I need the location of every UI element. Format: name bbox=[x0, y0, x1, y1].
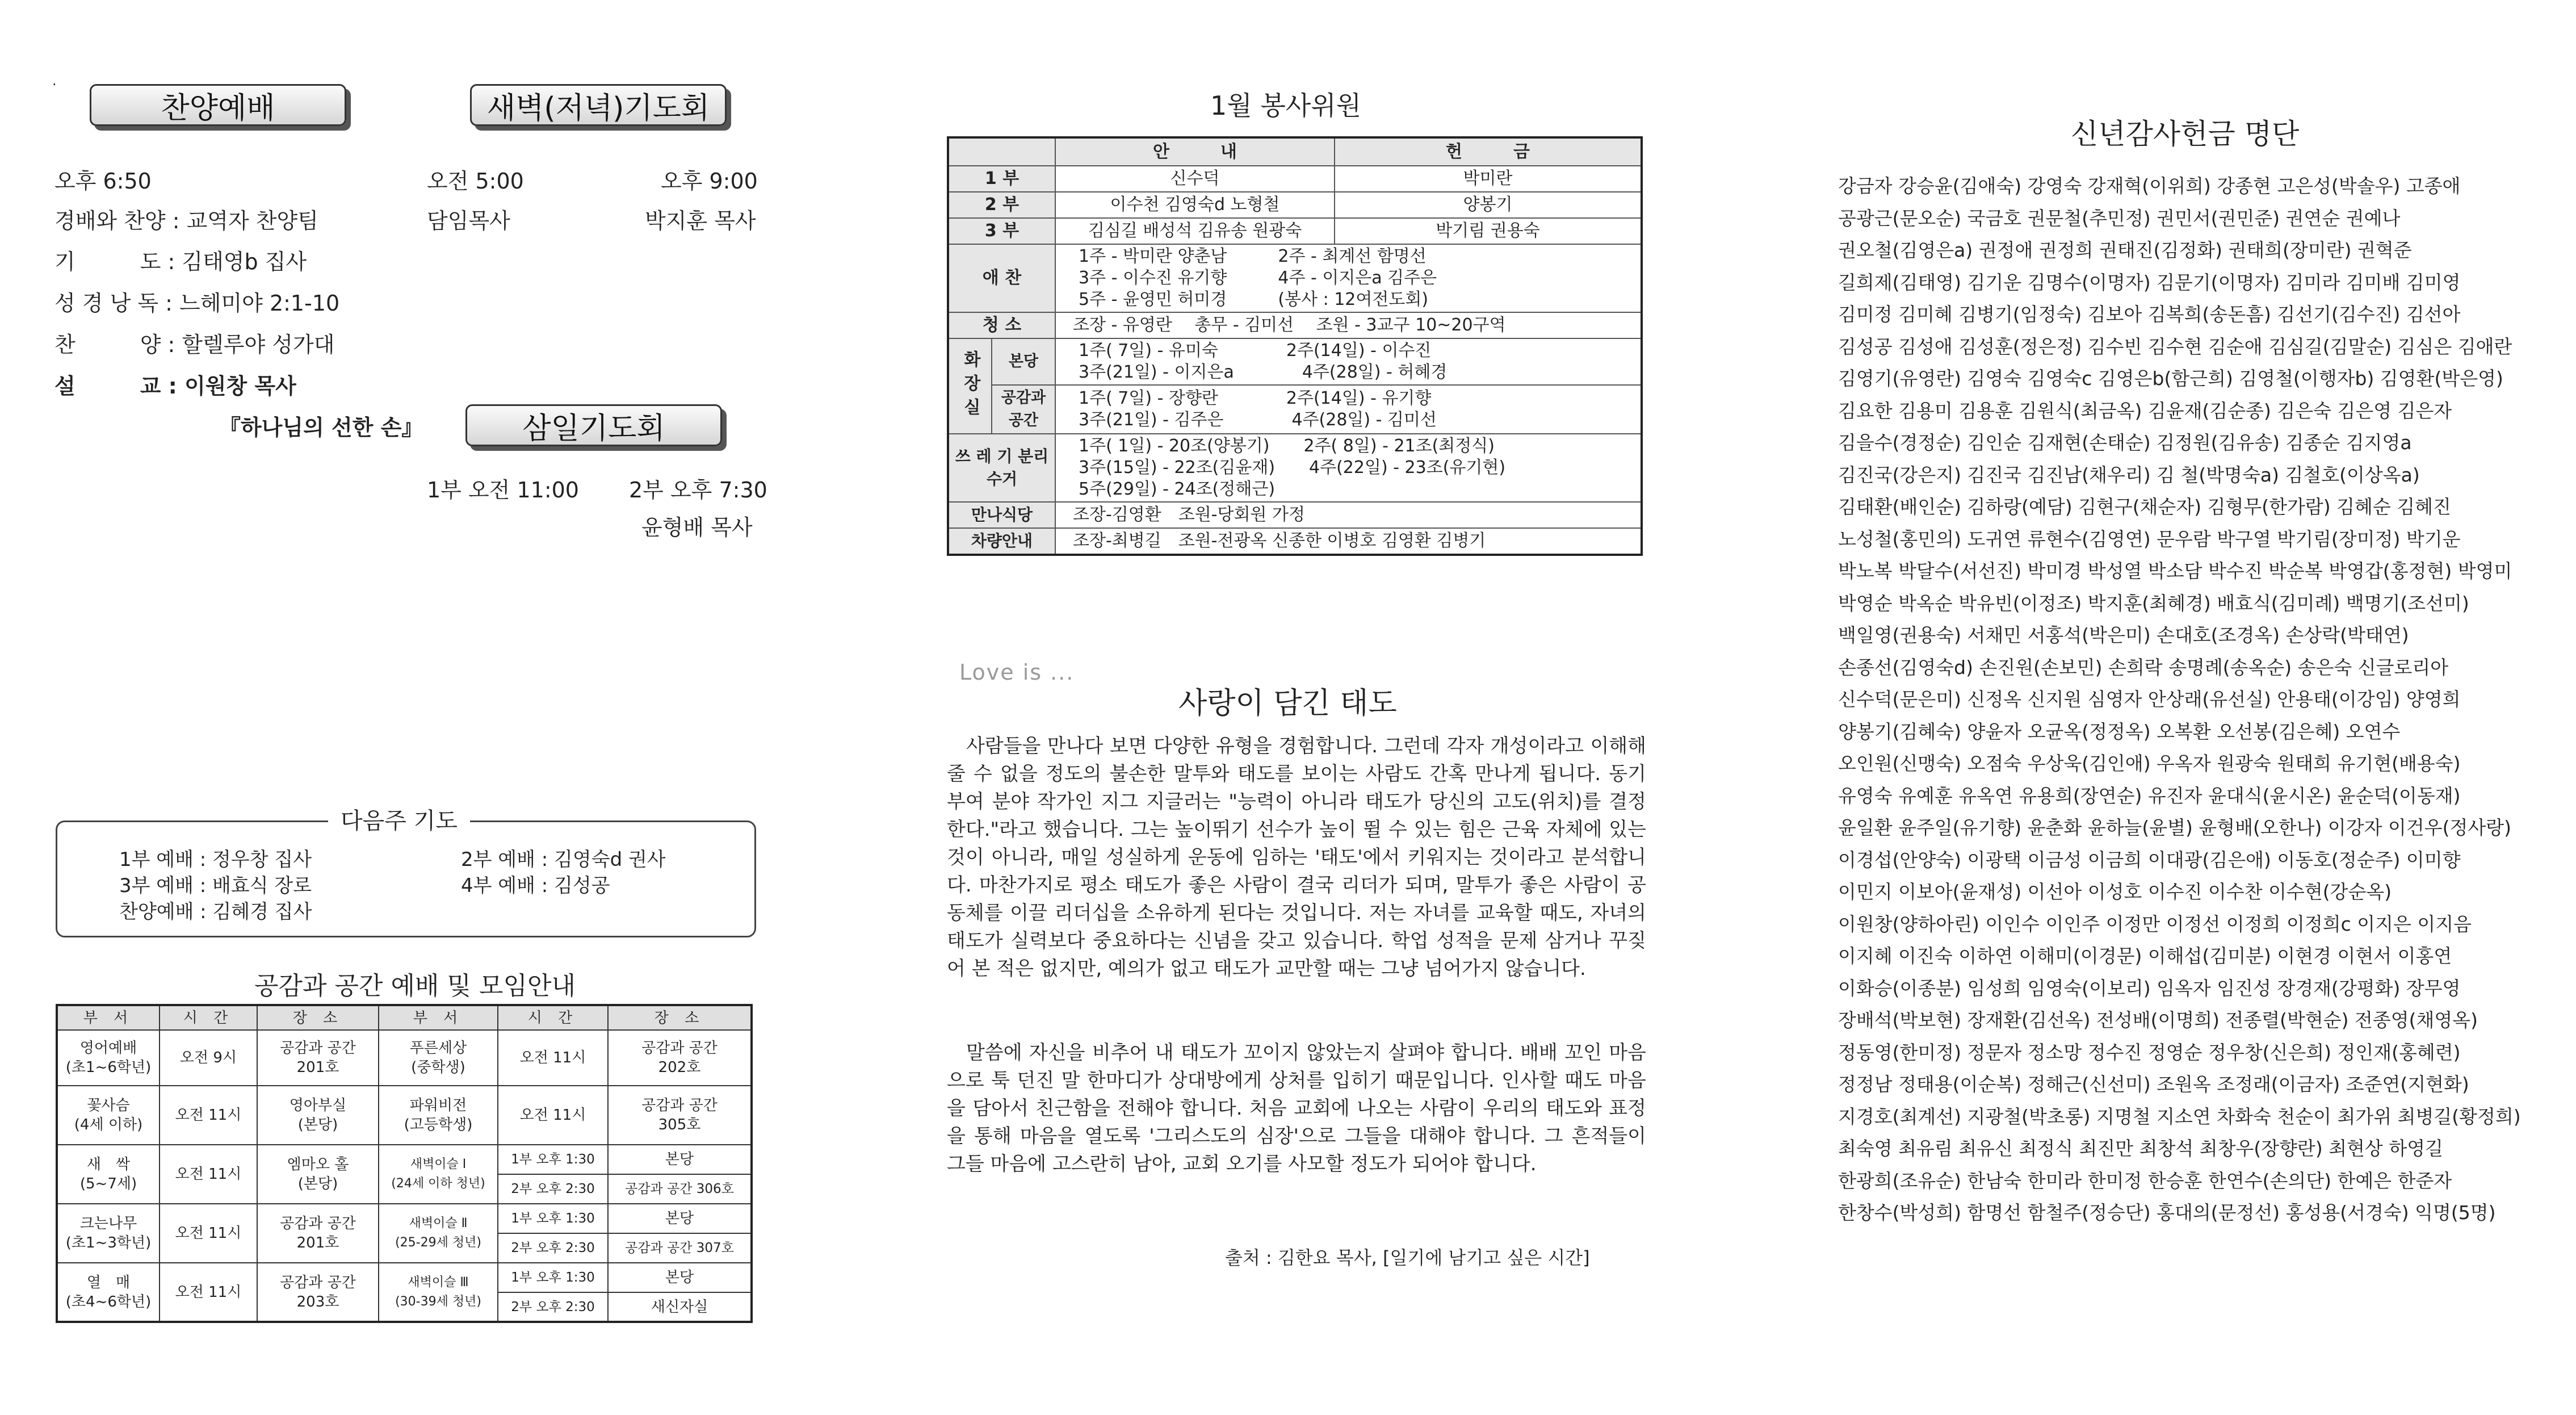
service-trash-lines bbox=[1055, 434, 1642, 502]
meeting-place: 공감과 공간 201호 bbox=[257, 1030, 379, 1086]
service-table bbox=[947, 136, 1643, 556]
meeting-dept: 새벽이슬 Ⅰ (24세 이하 청년) bbox=[379, 1145, 498, 1204]
service-guide: 김심길 배성석 김유송 원광숙 bbox=[1055, 218, 1335, 244]
thanks-name-line: 김요한 김용미 김용훈 김원식(최금옥) 김윤재(김순종) 김은숙 김은영 김은자 bbox=[1838, 399, 2452, 422]
meeting-time: 2부 오후 2:30 bbox=[498, 1174, 608, 1204]
thanks-name-line: 이경섭(안양숙) 이광택 이금성 이금희 이대광(김은애) 이동호(정순주) 이미향 bbox=[1838, 848, 2461, 871]
service-line: 3주 - 이수진 유기향 4주 - 이지은a 김주은 bbox=[1079, 268, 1437, 288]
wed-time-1: 1부 오전 11:00 bbox=[427, 478, 579, 503]
dawn-title bbox=[470, 84, 727, 126]
service-line: 5주(29일) - 24조(정해근) bbox=[1079, 479, 1276, 499]
meeting-time: 오전 11시 bbox=[160, 1204, 257, 1263]
service-row-2 bbox=[948, 192, 1642, 218]
service-sublabel: 본당 bbox=[992, 338, 1055, 385]
service-col-guide: 안 내 bbox=[1055, 137, 1335, 166]
service-label: 만나식당 bbox=[948, 502, 1055, 528]
meeting-dept: 새 싹 (5~7세) bbox=[57, 1145, 160, 1204]
essay-paragraph-1: 사람들을 만나다 보면 다양한 유형을 경험합니다. 그런데 각자 개성이라고 이해해 줄 수 없을 정도의 불손한 말투와 태도를 보이는 사람도 간혹 만나게 됩니다. 동기 부여 분야 작가인 지그 지글러는 "능력이 아니라 태도가 당신의 고도(위치)를 결정한다."라고 했습니다. 그는 높이뛰기 선수가 높이 뛸 수 있는 힘은 근육 자체에 있는 것이 아니라, 매일 성실하게 운동에 임하는 '태도'에서 키워지는 것이라고 분석합니다. 마찬가지로 평소 태도가 좋은 사람이 결국 리더가 되며, 말투가 좋은 사람이 공동체를 이끌 리더십을 소유하게 된다는 것입니다. 저는 자녀를 교육할 때도, 자녀의 태도가 실력보다 중요하다는 신념을 갖고 있습니다. 학업 성적을 문제 삼거나 꾸짖어 본 적은 없지만, 예의가 없고 태도가 교만할 때는 그냥 넘어가지 않습니다. bbox=[947, 735, 1646, 980]
service-flower-lines-2 bbox=[1055, 385, 1642, 434]
service-label: 애 찬 bbox=[948, 244, 1055, 312]
meeting-place: 본당 bbox=[608, 1204, 752, 1233]
thanks-name-line: 한광희(조유순) 한남숙 한미라 한미정 한승훈 한연수(손의단) 한예은 한준자 bbox=[1838, 1169, 2452, 1192]
praise-title bbox=[90, 84, 346, 126]
essay-title: 사랑이 담긴 태도 bbox=[1178, 686, 1397, 721]
next-prayer-item-2: 2부 예배 : 김영숙d 권사 bbox=[461, 848, 666, 871]
wed-time-2: 2부 오후 7:30 bbox=[629, 478, 767, 503]
meeting-place: 공감과 공간 307호 bbox=[608, 1233, 752, 1263]
service-line: 1주( 7일) - 유미숙 2주(14일) - 이수진 bbox=[1079, 341, 1432, 361]
praise-row-4: 찬 양 : 할렐루야 성가대 bbox=[54, 332, 335, 357]
service-label: 3 부 bbox=[948, 218, 1055, 244]
thanks-name-line: 유영숙 유예훈 유옥연 유용희(장연순) 유진자 윤대식(윤시온) 윤순덕(이동재) bbox=[1838, 784, 2461, 807]
meeting-dept: 푸른세상 (중학생) bbox=[379, 1030, 498, 1086]
service-line: 1주 - 박미란 양춘남 2주 - 최계선 함명선 bbox=[1079, 246, 1427, 266]
service-offering: 박미란 bbox=[1335, 166, 1642, 192]
thanks-name-line: 김미정 김미혜 김병기(임정숙) 김보아 김복희(송돈흠) 김선기(김수진) 김선아 bbox=[1838, 303, 2461, 325]
wed-leader: 윤형배 목사 bbox=[641, 515, 753, 540]
service-line: 1주( 7일) - 장향란 2주(14일) - 유기향 bbox=[1079, 388, 1432, 408]
service-row-clean bbox=[948, 312, 1642, 338]
thanks-name-line: 김성공 김성애 김성훈(정은정) 김수빈 김수현 김순애 김심길(김말순) 김심은 김애란 bbox=[1838, 335, 2512, 358]
thanks-name-line: 이민지 이보아(윤재성) 이선아 이성호 이수진 이수찬 이수현(강순옥) bbox=[1838, 881, 2392, 903]
meetings-row bbox=[57, 1263, 752, 1292]
praise-time: 오후 6:50 bbox=[54, 169, 152, 194]
service-line: 3주(21일) - 김주은 4주(28일) - 김미선 bbox=[1079, 410, 1437, 430]
dawn-title-text: 새벽(저녁)기도회 bbox=[486, 91, 710, 125]
meeting-time: 오전 11시 bbox=[160, 1145, 257, 1204]
essay-paragraph-2: 말씀에 자신을 비추어 내 태도가 꼬이지 않았는지 살펴야 합니다. 배배 꼬인 마음으로 툭 던진 말 한마디가 상대방에게 상처를 입히기 때문입니다. 인사할 때도 마음을 담아서 친근함을 전해야 합니다. 처음 교회에 나오는 사람이 우리의 태도와 표정을 통해 마음을 열도록 '그리스도의 심장'으로 그들을 대해야 합니다. 그 흔적들이 그들 마음에 고스란히 남아, 교회 오기를 사모할 정도가 되어야 합니다. bbox=[947, 1041, 1646, 1175]
meetings-header-cell: 부 서 bbox=[379, 1005, 498, 1030]
service-row-3 bbox=[948, 218, 1642, 244]
meetings-row bbox=[57, 1145, 752, 1174]
thanks-name-line: 노성철(홍민의) 도귀연 류현수(김영연) 문우람 박구열 박기림(장미정) 박기운 bbox=[1838, 528, 2461, 550]
meeting-place: 공감과 공간 202호 bbox=[608, 1030, 752, 1086]
meeting-place: 공감과 공간 201호 bbox=[257, 1204, 379, 1263]
meetings-header-cell: 시 간 bbox=[498, 1005, 608, 1030]
meeting-place: 본당 bbox=[608, 1145, 752, 1174]
meeting-dept: 새벽이슬 Ⅱ (25-29세 청년) bbox=[379, 1204, 498, 1263]
praise-row-2: 기 도 : 김태영b 집사 bbox=[54, 249, 307, 274]
love-is: Love is ... bbox=[959, 660, 1075, 685]
thanks-name-line: 최숙영 최유림 최유신 최정식 최진만 최창석 최창우(장향란) 최현상 하영길 bbox=[1838, 1137, 2444, 1159]
meeting-place: 영아부실 (본당) bbox=[257, 1086, 379, 1145]
thanks-name-line: 권오철(김영은a) 권정애 권정희 권태진(김정화) 권태희(장미란) 권혁준 bbox=[1838, 239, 2412, 261]
essay-source: 출처 : 김한요 목사, [일기에 남기고 싶은 시간] bbox=[1225, 1247, 1590, 1269]
service-car-text: 조장-최병길 조원-전광옥 신종한 이병호 김영환 김병기 bbox=[1055, 528, 1642, 555]
sermon-title: 『하나님의 선한 손』 bbox=[219, 415, 423, 440]
praise-title-text: 찬양예배 bbox=[161, 91, 275, 125]
service-line: 3주(15일) - 22조(김윤재) 4주(22일) - 23조(유기현) bbox=[1079, 458, 1506, 478]
meeting-time: 오전 11시 bbox=[160, 1263, 257, 1322]
thanks-name-line: 공광근(문오순) 국금호 권문철(추민정) 권민서(권민준) 권연순 권예나 bbox=[1838, 207, 2401, 229]
service-praise-lines bbox=[1055, 244, 1642, 312]
meetings-header-cell: 장 소 bbox=[608, 1005, 752, 1030]
meeting-time: 오전 11시 bbox=[498, 1086, 608, 1145]
meeting-time: 2부 오후 2:30 bbox=[498, 1292, 608, 1322]
next-prayer-item-1: 1부 예배 : 정우창 집사 bbox=[119, 848, 312, 871]
service-label: 차량안내 bbox=[948, 528, 1055, 555]
service-label: 청 소 bbox=[948, 312, 1055, 338]
meeting-dept: 영어예배 (초1~6학년) bbox=[57, 1030, 160, 1086]
service-row-trash bbox=[948, 434, 1642, 502]
thanks-name-line: 이화승(이종분) 임성희 임영숙(이보리) 임옥자 임진성 장경재(강평화) 장무영 bbox=[1838, 977, 2461, 999]
meetings-row bbox=[57, 1086, 752, 1145]
thanks-name-line: 이지혜 이진숙 이하연 이해미(이경문) 이해섭(김미분) 이현경 이현서 이홍연 bbox=[1838, 945, 2452, 967]
meeting-time: 2부 오후 2:30 bbox=[498, 1233, 608, 1263]
meeting-time: 오전 9시 bbox=[160, 1030, 257, 1086]
service-row-flower-2 bbox=[948, 385, 1642, 434]
service-flower-lines-1 bbox=[1055, 338, 1642, 385]
dawn-time-2: 오후 9:00 bbox=[661, 169, 758, 194]
thanks-name-line: 김진국(강은지) 김진국 김진남(채우리) 김 철(박명숙a) 김철호(이상옥a) bbox=[1838, 463, 2420, 486]
meeting-place: 본당 bbox=[608, 1263, 752, 1292]
service-label: 2 부 bbox=[948, 192, 1055, 218]
thanks-name-line: 한창수(박성희) 함명선 함철주(정승단) 홍대의(문정선) 홍성용(서경숙) 익명(5명) bbox=[1838, 1202, 2496, 1224]
wed-title bbox=[465, 404, 722, 446]
service-line: 3주(21일) - 이지은a 4주(28일) - 허혜경 bbox=[1079, 362, 1448, 382]
thanks-name-list bbox=[1838, 170, 2521, 1229]
praise-row-1: 경배와 찬양 : 교역자 찬양팀 bbox=[54, 208, 318, 233]
thanks-name-line: 박노복 박달수(서선진) 박미경 박성열 박소담 박수진 박순복 박영갑(홍정현) 박영미 bbox=[1838, 560, 2512, 582]
meetings-table bbox=[56, 1004, 753, 1323]
service-col-offering: 헌 금 bbox=[1335, 137, 1642, 166]
thanks-name-line: 박영순 박옥순 박유빈(이정조) 박지훈(최혜경) 배효식(김미례) 백명기(조선미) bbox=[1838, 592, 2469, 614]
meeting-dept: 꽃사슴 (4세 이하) bbox=[57, 1086, 160, 1145]
meetings-title: 공감과 공간 예배 및 모임안내 bbox=[254, 972, 576, 1000]
service-line: 1주( 1일) - 20조(양봉기) 2주( 8일) - 21조(최정식) bbox=[1079, 436, 1495, 456]
meeting-dept: 크는나무 (초1~3학년) bbox=[57, 1204, 160, 1263]
service-label: 1 부 bbox=[948, 166, 1055, 192]
meeting-time: 오전 11시 bbox=[498, 1030, 608, 1086]
service-offering: 박기림 권용숙 bbox=[1335, 218, 1642, 244]
meeting-time: 1부 오후 1:30 bbox=[498, 1263, 608, 1292]
thanks-name-line: 양봉기(김혜숙) 양윤자 오균옥(정정옥) 오복환 오선봉(김은혜) 오연수 bbox=[1838, 720, 2401, 743]
meeting-dept: 열 매 (초4~6학년) bbox=[57, 1263, 160, 1322]
meeting-dept: 파워비전 (고등학생) bbox=[379, 1086, 498, 1145]
meetings-row bbox=[57, 1030, 752, 1086]
service-clean-text: 조장 - 유영란 총무 - 김미선 조원 - 3교구 10~20구역 bbox=[1055, 312, 1642, 338]
meeting-place: 공감과 공간 305호 bbox=[608, 1086, 752, 1145]
dot-mark: . bbox=[52, 73, 57, 89]
service-header-row bbox=[948, 137, 1642, 166]
thanks-name-line: 이원창(양하아린) 이인수 이인주 이정만 이정선 이정희 이정희c 이지은 이지음 bbox=[1838, 912, 2472, 935]
thanks-name-line: 정동영(한미정) 정문자 정소망 정수진 정영순 정우창(신은희) 정인재(홍혜련) bbox=[1838, 1041, 2461, 1064]
service-label: 쓰 레 기 분리수거 bbox=[948, 434, 1055, 502]
thanks-name-line: 길희제(김태영) 김기운 김명수(이명자) 김문기(이명자) 김미라 김미배 김미영 bbox=[1838, 271, 2461, 294]
wed-title-text: 삼일기도회 bbox=[522, 411, 665, 446]
service-title: 1월 봉사위원 bbox=[1210, 90, 1362, 121]
meetings-header-row bbox=[57, 1005, 752, 1030]
thanks-name-line: 김영기(유영란) 김영숙 김영숙c 김영은b(함근희) 김영철(이행자b) 김영환(박은영) bbox=[1838, 367, 2503, 390]
service-sublabel: 공감과 공간 bbox=[992, 385, 1055, 434]
service-offering: 양봉기 bbox=[1335, 192, 1642, 218]
next-prayer-item-3: 3부 예배 : 배효식 장로 bbox=[119, 874, 312, 897]
thanks-name-line: 김태환(배인순) 김하랑(예담) 김현구(채순자) 김형무(한가람) 김혜순 김혜진 bbox=[1838, 496, 2451, 518]
service-row-1 bbox=[948, 166, 1642, 192]
next-prayer-item-5: 찬양예배 : 김혜경 집사 bbox=[119, 901, 312, 923]
thanks-name-line: 정정남 정태용(이순복) 정해근(신선미) 조원옥 조정래(이금자) 조준연(지현화) bbox=[1838, 1073, 2469, 1095]
praise-row-5: 설 교 : 이원창 목사 bbox=[54, 374, 296, 399]
thanks-name-line: 백일영(권용숙) 서채민 서홍석(박은미) 손대호(조경옥) 손상락(박태연) bbox=[1838, 624, 2409, 646]
next-prayer-title: 다음주 기도 bbox=[328, 803, 470, 835]
dawn-leader-1: 담임목사 bbox=[427, 208, 510, 233]
service-corner bbox=[948, 137, 1055, 166]
thanks-title: 신년감사헌금 명단 bbox=[2071, 118, 2300, 150]
service-guide: 신수덕 bbox=[1055, 166, 1335, 192]
thanks-name-line: 오인원(신맹숙) 오점숙 우상욱(김인애) 우옥자 원광숙 원태희 유기현(배용숙) bbox=[1838, 752, 2461, 775]
meeting-place: 공감과 공간 203호 bbox=[257, 1263, 379, 1322]
meeting-time: 오전 11시 bbox=[160, 1086, 257, 1145]
service-row-praise bbox=[948, 244, 1642, 312]
thanks-name-line: 강금자 강승윤(김애숙) 강영숙 강재혁(이위희) 강종현 고은성(박솔우) 고종애 bbox=[1838, 175, 2461, 197]
meetings-header-cell: 부 서 bbox=[57, 1005, 160, 1030]
thanks-name-line: 김을수(경정순) 김인순 김재현(손태순) 김정원(김유송) 김종순 김지영a bbox=[1838, 432, 2412, 454]
thanks-name-line: 신수덕(문은미) 신정옥 신지원 심영자 안상래(유선실) 안용태(이강임) 양영희 bbox=[1838, 688, 2461, 710]
thanks-name-line: 손종선(김영숙d) 손진원(손보민) 손희락 송명례(송옥순) 송은숙 신글로리아 bbox=[1838, 656, 2449, 679]
service-meet-text: 조장-김영환 조원-당회원 가정 bbox=[1055, 502, 1642, 528]
service-row-flower-1 bbox=[948, 338, 1642, 385]
meetings-row bbox=[57, 1204, 752, 1233]
dawn-time-1: 오전 5:00 bbox=[427, 169, 524, 194]
meeting-time: 1부 오후 1:30 bbox=[498, 1145, 608, 1174]
praise-row-3: 성 경 낭 독 : 느헤미야 2:1-10 bbox=[54, 291, 340, 316]
meeting-place: 공감과 공간 306호 bbox=[608, 1174, 752, 1204]
meetings-header-cell: 시 간 bbox=[160, 1005, 257, 1030]
thanks-name-line: 지경호(최계선) 지광철(박초롱) 지명철 지소연 차화숙 천순이 최가위 최병길(황정희) bbox=[1838, 1105, 2521, 1128]
thanks-name-line: 윤일환 윤주일(유기향) 윤춘화 윤하늘(윤별) 윤형배(오한나) 이강자 이건우(정사랑) bbox=[1838, 817, 2512, 839]
meeting-time: 1부 오후 1:30 bbox=[498, 1204, 608, 1233]
service-row-meet bbox=[948, 502, 1642, 528]
dawn-leader-2: 박지훈 목사 bbox=[645, 208, 756, 233]
service-label: 화장실 bbox=[948, 338, 992, 434]
service-row-car bbox=[948, 528, 1642, 555]
meeting-place: 새신자실 bbox=[608, 1292, 752, 1322]
thanks-name-line: 장배석(박보현) 장재환(김선옥) 전성배(이명희) 전종렬(박현순) 전종영(채영옥) bbox=[1838, 1009, 2478, 1031]
service-guide: 이수천 김영숙d 노형철 bbox=[1055, 192, 1335, 218]
service-line: 5주 - 윤영민 허미경 (봉사 : 12여전도회) bbox=[1079, 290, 1429, 309]
meetings-header-cell: 장 소 bbox=[257, 1005, 379, 1030]
meeting-dept: 새벽이슬 Ⅲ (30-39세 청년) bbox=[379, 1263, 498, 1322]
next-prayer-item-4: 4부 예배 : 김성공 bbox=[461, 874, 610, 897]
meeting-place: 엠마오 홀 (본당) bbox=[257, 1145, 379, 1204]
